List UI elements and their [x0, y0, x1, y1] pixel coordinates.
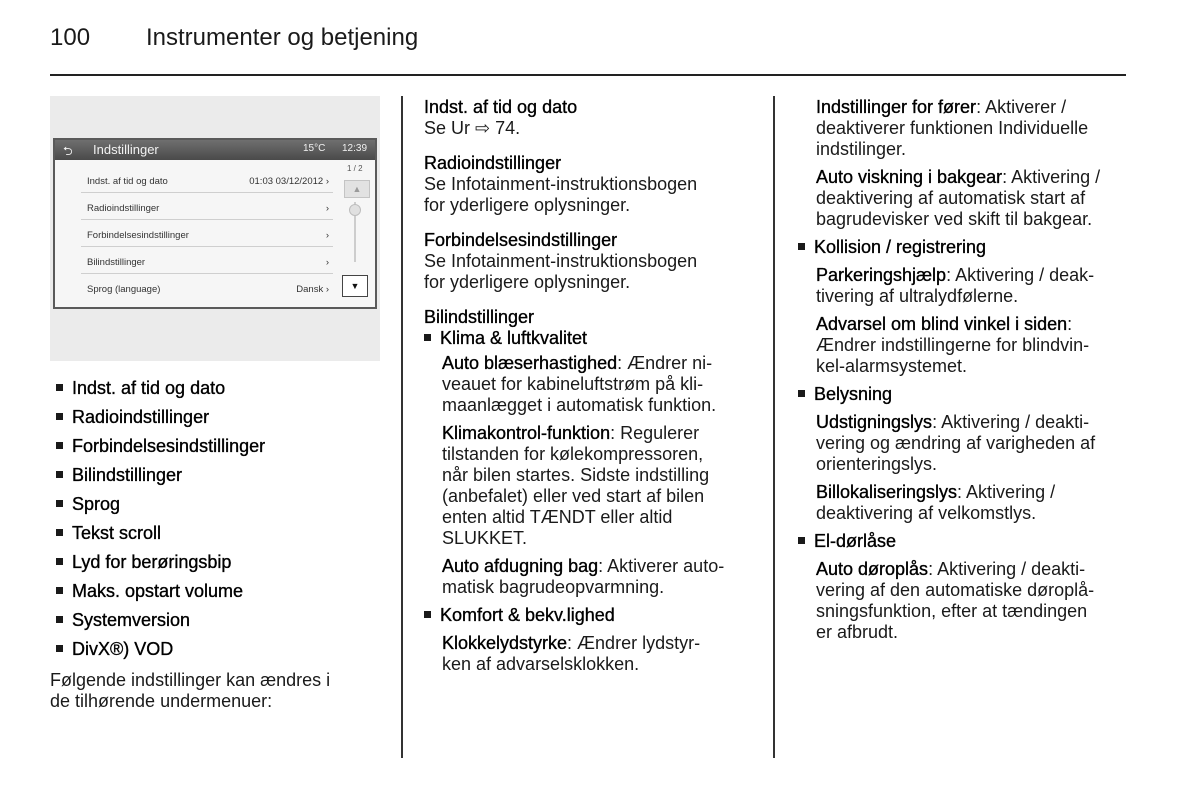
list-item: Sprog [56, 494, 265, 523]
section-heading: Forbindelsesindstillinger [424, 230, 618, 250]
list-item: DivX®) VOD [56, 639, 265, 668]
bullet-icon [424, 611, 431, 618]
bullet-heading: Komfort & bekv.lighed [424, 605, 764, 626]
list-item: Tekst scroll [56, 523, 265, 552]
section-heading: Bilindstillinger [424, 307, 535, 327]
bullet-icon [798, 243, 805, 250]
row-label: Indst. af tid og dato [87, 176, 168, 187]
chevron-right-icon: › [325, 257, 329, 268]
settings-row-time-date[interactable] [81, 168, 333, 193]
settings-row-vehicle[interactable] [81, 249, 333, 274]
list-item: Systemversion [56, 610, 265, 639]
list-item: Bilindstillinger [56, 465, 265, 494]
list-item: Maks. opstart volume [56, 581, 265, 610]
bullet-icon [56, 500, 63, 507]
bullet-icon [798, 390, 805, 397]
row-value: 01:03 03/12/2012 › [249, 176, 329, 187]
page-indicator: 1 / 2 [347, 164, 363, 173]
bullet-heading: Kollision / registrering [798, 237, 1133, 258]
bullet-icon [56, 645, 63, 652]
page-number: 100 [50, 24, 91, 51]
temperature-readout: 15°C [303, 143, 326, 154]
bullet-icon [56, 471, 63, 478]
screen-title-bar [55, 140, 375, 160]
list-item: Indst. af tid og dato [56, 378, 265, 407]
settings-row-language[interactable] [81, 276, 333, 301]
infotainment-screen [53, 138, 377, 309]
clock-readout: 12:39 [342, 143, 368, 154]
bullet-icon [424, 334, 431, 341]
setting-description: Auto blæserhastighed: Ændrer ni- veauet for kabineluftstrøm på kli- maanlægget i automatisk funktion. Klimakontrol-funktion: Regulerer tilstanden for kølekompressoren, når bilen startes. Sidste indstilling (anbefalet) eller ved start af bilen enten altid TÆNDT eller altid SLUKKET. Auto afdugning bag: Aktiverer auto- matisk bagrudeopvarmning. [442, 353, 725, 597]
bullet-icon [56, 384, 63, 391]
bullet-icon [798, 537, 805, 544]
text-line: Se Ur ⇨ 74. [424, 118, 521, 138]
setting-description: Udstigningslys: Aktivering / deakti- vering og ændring af varigheden af orienteringslys. Billokaliseringslys: Aktivering / deaktivering af velkomstlys. [816, 412, 1096, 523]
text-line: Se Infotainment-instruktionsbogen [424, 174, 698, 194]
section-heading: Indst. af tid og dato [424, 97, 578, 117]
row-label: Sprog (language) [87, 284, 161, 295]
text-line: Følgende indstillinger kan ændres i [50, 670, 331, 690]
settings-list [56, 378, 265, 668]
bullet-icon [56, 413, 63, 420]
row-label: Bilindstillinger [87, 257, 146, 268]
settings-row-connection[interactable] [81, 222, 333, 247]
column-divider-1 [401, 96, 403, 758]
chevron-right-icon: › [325, 230, 329, 241]
bullet-heading: Klima & luftkvalitet [424, 328, 764, 349]
bullet-heading: Belysning [798, 384, 1133, 405]
settings-screenshot [50, 96, 380, 361]
page-header [50, 24, 418, 52]
setting-description: Parkeringshjælp: Aktivering / deak- tivering af ultralydfølerne. Advarsel om blind vinkel i siden: Ændrer indstillingerne for blindvin- kel-alarmsystemet. [816, 265, 1095, 376]
scroll-down-button[interactable]: ▼ [342, 275, 368, 297]
text-line: for yderligere oplysninger. [424, 272, 631, 292]
bullet-icon [56, 587, 63, 594]
text-line: de tilhørende undermenuer: [50, 691, 273, 711]
row-value: Dansk › [296, 284, 329, 295]
bullet-icon [56, 442, 63, 449]
settings-row-radio[interactable] [81, 195, 333, 220]
list-item: Radioindstillinger [56, 407, 265, 436]
text-line: for yderligere oplysninger. [424, 195, 631, 215]
setting-description: Indstillinger for fører: Aktiverer / deaktiverer funktionen Individuelle indstilinger. Auto viskning i bakgear: Aktivering / deaktivering af automatisk start af bagrudevisker ved skift til bakgear. [816, 97, 1101, 229]
column-divider-2 [773, 96, 775, 758]
setting-description: Auto døroplås: Aktivering / deakti- vering af den automatiske døroplå- sningsfunktion, efter at tændingen er afbrudt. [816, 559, 1095, 642]
row-label: Radioindstillinger [87, 203, 160, 214]
section-title: Instrumenter og betjening [146, 24, 419, 51]
text-line: Se Infotainment-instruktionsbogen [424, 251, 698, 271]
scrollbar-thumb[interactable] [349, 204, 361, 216]
list-item: Lyd for berøringsbip [56, 552, 265, 581]
bullet-icon [56, 529, 63, 536]
header-rule [50, 74, 1126, 76]
bullet-heading: El-dørlåse [798, 531, 1133, 552]
section-heading: Radioindstillinger [424, 153, 562, 173]
list-item: Forbindelsesindstillinger [56, 436, 265, 465]
setting-description: Klokkelydstyrke: Ændrer lydstyr- ken af advarselsklokken. [442, 633, 701, 674]
scroll-up-button[interactable]: ▲ [344, 180, 370, 198]
back-icon[interactable]: ⮌ [63, 144, 73, 158]
bullet-icon [56, 616, 63, 623]
intro-paragraph [50, 670, 330, 712]
column-2 [424, 97, 764, 675]
screen-title: Indstillinger [93, 142, 159, 157]
chevron-right-icon: › [325, 203, 329, 214]
row-label: Forbindelsesindstillinger [87, 230, 189, 241]
bullet-icon [56, 558, 63, 565]
column-3 [798, 97, 1133, 643]
